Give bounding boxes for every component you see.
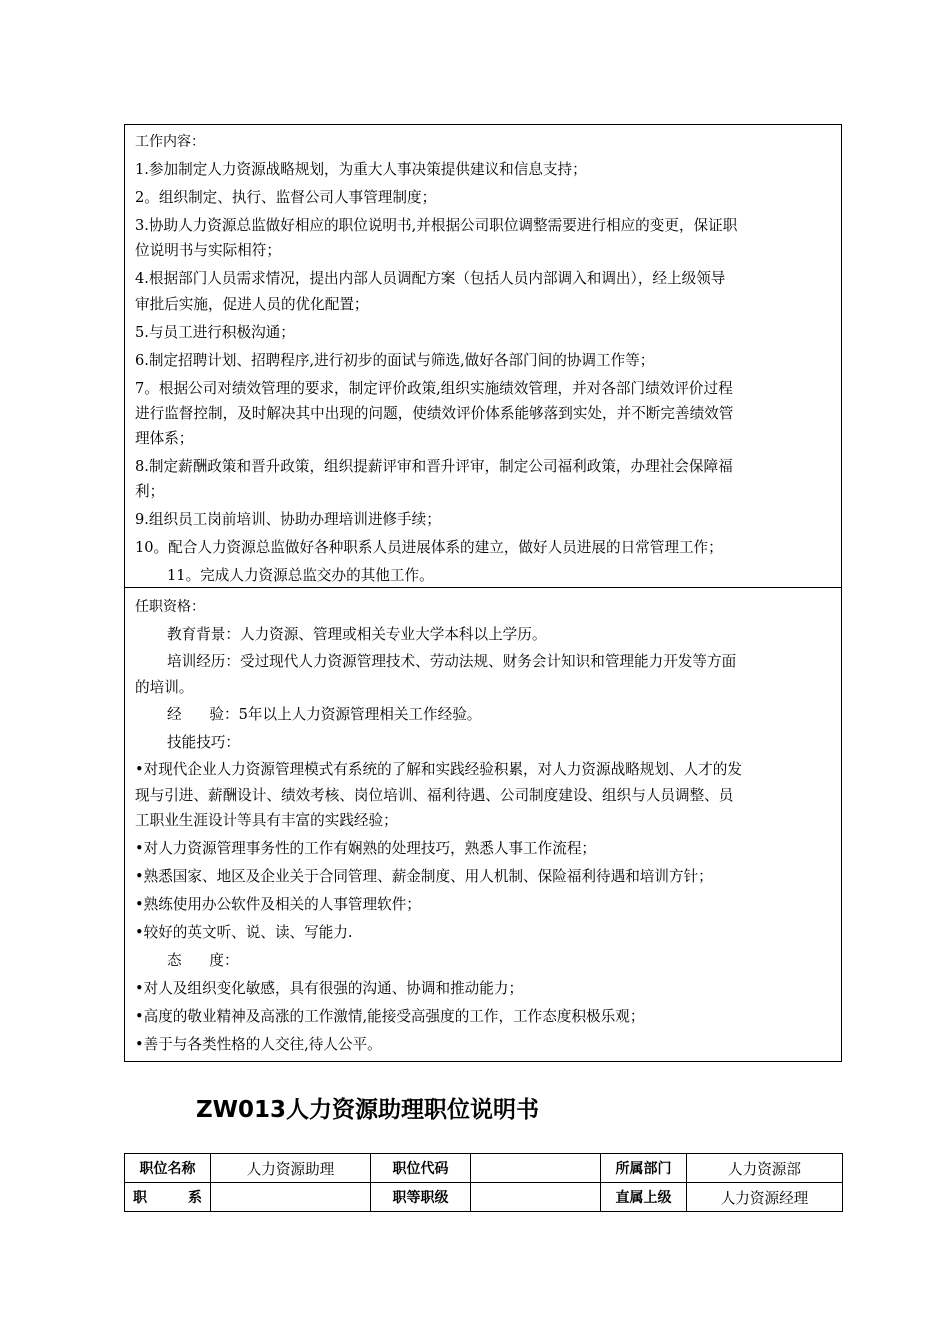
position-name-value: 人力资源助理 <box>211 1154 371 1183</box>
job-grade-label: 职等职级 <box>371 1183 471 1212</box>
work-item-line: 5.与员工进行积极沟通； <box>135 324 295 341</box>
work-item-line: 7。根据公司对绩效管理的要求，制定评价政策,组织实施绩效管理，并对各部门绩效评价过程 <box>135 380 733 397</box>
direct-supervisor-value: 人力资源经理 <box>687 1183 843 1212</box>
job-family-label-char: 职 <box>133 1190 147 1206</box>
qualification-line: •对人及组织变化敏感，具有很强的沟通、协调和推动能力； <box>135 980 524 997</box>
position-code-label: 职位代码 <box>371 1154 471 1183</box>
work-content-heading: 工作内容： <box>135 134 205 150</box>
work-item-line: 1.参加制定人力资源战略规划，为重大人事决策提供建议和信息支持； <box>135 161 587 178</box>
position-code-value <box>471 1154 601 1183</box>
work-item-line: 审批后实施，促进人员的优化配置； <box>135 296 369 313</box>
qualification-line: •对人力资源管理事务性的工作有娴熟的处理技巧，熟悉人事工作流程； <box>135 840 597 857</box>
work-item-line: 理体系； <box>135 430 194 447</box>
qualification-line: 现与引进、薪酬设计、绩效考核、岗位培训、福利待遇、公司制度建设、组织与人员调整、员 <box>135 787 734 804</box>
qualifications-section <box>124 588 842 1062</box>
qualification-line: •高度的敬业精神及高涨的工作激情,能接受高强度的工作，工作态度积极乐观； <box>135 1008 645 1025</box>
table-row <box>125 1183 843 1212</box>
qualification-line: 工职业生涯设计等具有丰富的实践经验； <box>135 812 398 829</box>
qualifications-heading: 任职资格： <box>135 599 205 615</box>
document-title: ZW013人力资源助理职位说明书 <box>196 1097 540 1123</box>
work-content-section <box>124 124 842 588</box>
job-family-label-char: 系 <box>188 1190 202 1206</box>
work-item-line: 8.制定薪酬政策和晋升政策，组织提薪评审和晋升评审，制定公司福利政策，办理社会保障福 <box>135 458 733 475</box>
work-item-line: 利； <box>135 483 165 500</box>
qualification-line: •较好的英文听、说、读、写能力. <box>135 924 353 941</box>
qualification-line: 的培训。 <box>135 679 194 696</box>
department-value: 人力资源部 <box>687 1154 843 1183</box>
job-family-label <box>125 1183 211 1212</box>
work-item-line: 3.协助人力资源总监做好相应的职位说明书,并根据公司职位调整需要进行相应的变更，保证职 <box>135 217 738 234</box>
position-name-label: 职位名称 <box>125 1154 211 1183</box>
qualification-line: •对现代企业人力资源管理模式有系统的了解和实践经验积累，对人力资源战略规划、人才的发 <box>135 761 742 778</box>
qualification-line: 技能技巧： <box>167 734 240 751</box>
job-grade-value <box>471 1183 601 1212</box>
work-item-line: 2。组织制定、执行、监督公司人事管理制度； <box>135 189 437 206</box>
work-item-line: 4.根据部门人员需求情况，提出内部人员调配方案（包括人员内部调入和调出），经上级领导 <box>135 270 726 287</box>
work-item-line: 10。配合人力资源总监做好各种职系人员进展体系的建立，做好人员进展的日常管理工作； <box>135 539 723 556</box>
qualification-line: •熟练使用办公软件及相关的人事管理软件； <box>135 896 421 913</box>
qualification-line: 经 验：5年以上人力资源管理相关工作经验。 <box>167 706 482 723</box>
job-family-value <box>211 1183 371 1212</box>
qualification-line: •善于与各类性格的人交往,待人公平。 <box>135 1036 382 1053</box>
work-item-line: 位说明书与实际相符； <box>135 242 281 259</box>
position-info-table <box>124 1153 843 1212</box>
work-item-line: 11。完成人力资源总监交办的其他工作。 <box>167 567 434 584</box>
department-label: 所属部门 <box>601 1154 687 1183</box>
qualification-line: 教育背景：人力资源、管理或相关专业大学本科以上学历。 <box>167 626 547 643</box>
qualification-line: •熟悉国家、地区及企业关于合同管理、薪金制度、用人机制、保险福利待遇和培训方针； <box>135 868 713 885</box>
table-row <box>125 1154 843 1183</box>
qualification-line: 培训经历：受过现代人力资源管理技术、劳动法规、财务会计知识和管理能力开发等方面 <box>167 653 737 670</box>
work-item-line: 6.制定招聘计划、招聘程序,进行初步的面试与筛选,做好各部门间的协调工作等； <box>135 352 655 369</box>
qualification-line: 态 度： <box>167 952 239 969</box>
direct-supervisor-label: 直属上级 <box>601 1183 687 1212</box>
work-item-line: 9.组织员工岗前培训、协助办理培训进修手续； <box>135 511 441 528</box>
work-item-line: 进行监督控制，及时解决其中出现的问题，使绩效评价体系能够落到实处，并不断完善绩效管 <box>135 405 734 422</box>
